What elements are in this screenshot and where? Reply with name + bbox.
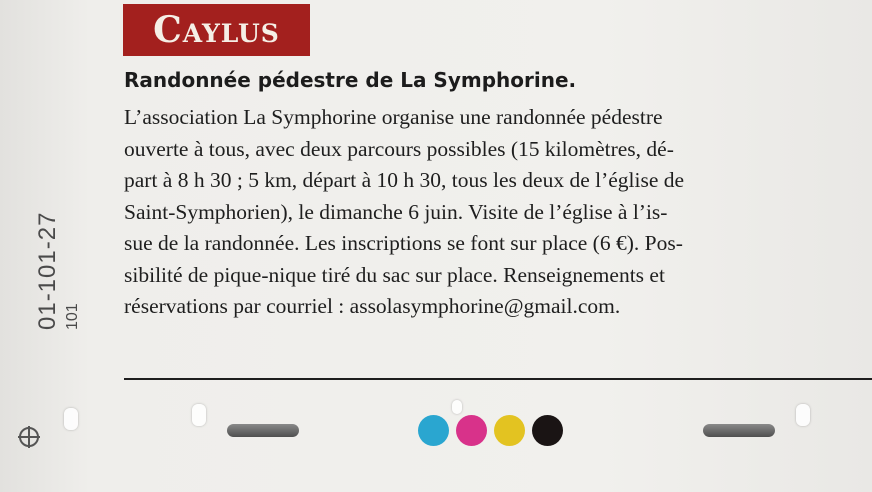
article-title: Randonnée pédestre de La Symphorine. [124,68,577,92]
color-registration-dots [418,415,563,446]
article-line: ouverte à tous, avec deux parcours possibles (15 kilomètres, dé- [124,136,674,161]
divider-rule [124,378,872,380]
article-line: Saint-Symphorien), le dimanche 6 juin. Visite de l’église à l’is- [124,199,668,224]
town-name: Caylus [153,9,280,51]
magenta-dot [456,415,487,446]
town-banner [123,4,310,56]
left-margin [0,0,110,492]
page-number: 101 [64,303,81,330]
article-line: part à 8 h 30 ; 5 km, départ à 10 h 30, tous les deux de l’église de [124,168,685,192]
article-line: réservations par courriel : assolasymphorine@gmail.com. [124,294,621,318]
black-dot [532,415,563,446]
cyan-dot [418,415,449,446]
article-line: L’association La Symphorine organise une randonnée pédestre [124,105,663,129]
print-bar-mark-left [227,424,299,437]
paper-speck [796,404,810,426]
registration-mark-icon [19,427,39,447]
paper-speck [192,404,206,426]
article-line: sibilité de pique-nique tiré du sac sur place. Renseignements et [124,262,665,287]
page-code: 01-101-27 [34,211,61,330]
yellow-dot [494,415,525,446]
paper-speck [64,408,78,430]
print-bar-mark-right [703,424,775,437]
article-body [124,102,824,323]
paper-speck [452,400,462,414]
article-line: sue de la randonnée. Les inscriptions se font sur place (6 €). Pos- [124,231,683,255]
